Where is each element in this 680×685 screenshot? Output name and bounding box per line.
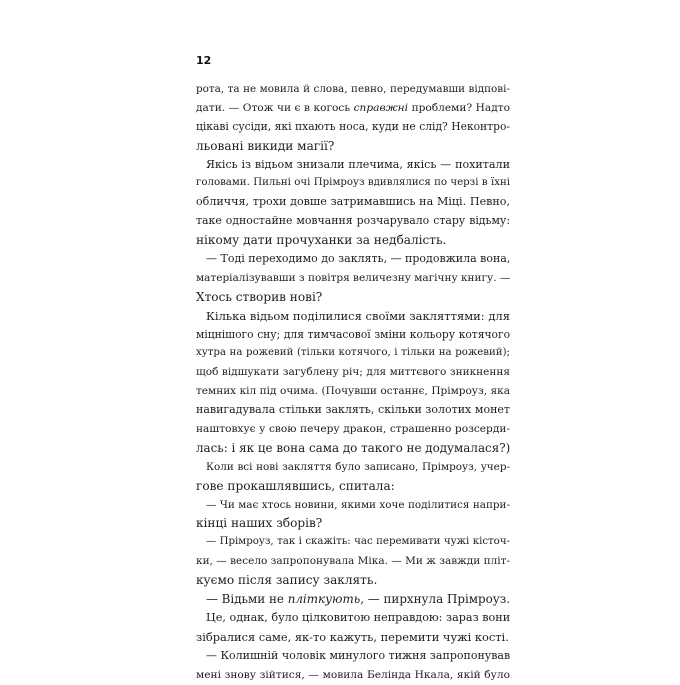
text-line (196, 401, 510, 420)
text-line (196, 458, 510, 477)
text-line (196, 382, 510, 401)
text-line (196, 307, 510, 326)
text-line (196, 250, 510, 269)
text-segment: наштовхує у свою печеру дракон, страшенно розсерди- (196, 423, 510, 436)
text-line (196, 552, 510, 571)
text-line (196, 193, 510, 212)
text-line (196, 174, 510, 193)
text-segment: цікаві сусіди, які пхають носа, куди не слід? Неконтро- (196, 119, 510, 133)
text-segment: нікому дати прочуханки за недбалість. (196, 233, 447, 248)
text-segment: Коли всі нові закляття було записано, Прімроуз, учер- (206, 460, 510, 473)
text-line (196, 571, 510, 590)
text-line (196, 666, 510, 685)
text-line (196, 590, 510, 609)
text-line (196, 269, 510, 288)
text-line (196, 288, 510, 307)
text-line (196, 439, 510, 458)
text-segment: куємо після запису заклять. (196, 573, 378, 588)
text-segment: мені знову зійтися, — мовила Белінда Нкала, якій було (196, 668, 510, 681)
text-line (196, 647, 510, 666)
text-line (196, 118, 510, 137)
text-segment: матеріалізувавши з повітря величезну магічну книгу. — (196, 271, 511, 284)
text-segment: — Відьми не (206, 592, 288, 607)
text-line (196, 137, 510, 156)
text-segment: навигадувала стільки заклять, скільки золотих монет (196, 403, 510, 417)
text-line (196, 496, 510, 515)
text-line (196, 231, 510, 250)
body-text (196, 80, 510, 685)
page-number: 12 (196, 54, 212, 67)
text-segment: кінці наших зборів? (196, 516, 323, 531)
text-segment: обличчя, трохи довше затримавшись на Міці. Певно, (196, 195, 510, 209)
text-segment: хутра на рожевий (тільки котячого, і тільки на рожевий); (196, 347, 510, 359)
text-line (196, 326, 510, 345)
emphasis-text: пліткують (287, 592, 361, 607)
text-line (196, 99, 510, 118)
text-segment: — Прімроуз, так і скажіть: час перемивати чужі кісточ- (206, 536, 510, 548)
text-segment: льовані викиди магії? (196, 138, 335, 153)
text-segment: рота, та не мовила й слова, певно, передумавши відпові- (196, 83, 510, 95)
text-line (196, 80, 510, 99)
text-segment: Хтось створив нові? (196, 289, 323, 304)
text-segment: міцнішого сну; для тимчасової зміни кольору котячого (196, 327, 510, 341)
text-line (196, 477, 510, 496)
text-line (196, 533, 510, 552)
text-segment: — Тоді переходимо до заклять, — продовжила вона, (206, 252, 511, 266)
text-segment: щоб відшукати загублену річ; для миттєвого зникнення (196, 366, 510, 379)
text-segment: Якісь із відьом знизали плечима, якісь — похитали (206, 157, 510, 171)
text-segment: — Колишній чоловік минулого тижня запропонував (206, 648, 511, 662)
text-segment: гове прокашлявшись, спитала: (196, 478, 395, 493)
text-segment: таке одностайне мовчання розчарувало стару відьму: (196, 214, 510, 228)
text-segment: головами. Пильні очі Прімроуз вдивлялися по черзі в їхні (196, 177, 510, 189)
text-line (196, 363, 510, 382)
text-line (196, 212, 510, 231)
text-line (196, 514, 510, 533)
text-line (196, 628, 510, 647)
text-segment: лась: і як це вона сама до такого не додумалася?) (196, 440, 511, 455)
text-line (196, 156, 510, 175)
text-segment: Це, однак, було цілковитою неправдою: зараз вони (206, 610, 511, 624)
text-segment: зібралися саме, як-то кажуть, перемити чужі кості. (196, 629, 509, 644)
text-segment: проблеми? Надто (408, 101, 510, 114)
text-line (196, 344, 510, 363)
text-segment: — Чи має хтось новини, якими хоче поділитися напри- (206, 498, 510, 511)
text-segment: темних кіл під очима. (Почувши останнє, Прімроуз, яка (196, 385, 510, 398)
text-line (196, 420, 510, 439)
text-segment: ки, — весело запропонувала Міка. — Ми ж завжди пліт- (196, 555, 510, 568)
emphasis-text: справжні (353, 101, 409, 114)
text-segment: , — пирхнула Прімроуз. (360, 592, 511, 607)
text-line (196, 609, 510, 628)
text-segment: Кілька відьом поділилися своїми закляттями: для (206, 308, 510, 323)
text-segment: дати. — Отож чи є в когось (196, 101, 354, 114)
